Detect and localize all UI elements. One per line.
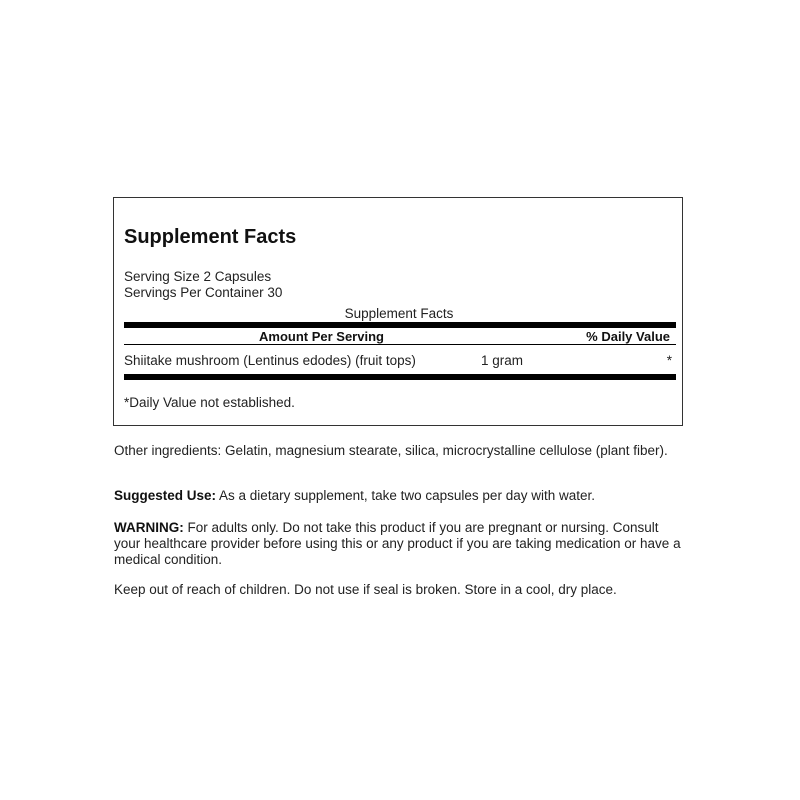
warning-label: WARNING: xyxy=(114,520,184,535)
daily-value-header: % Daily Value xyxy=(586,329,670,344)
warning xyxy=(114,520,684,568)
warning-text: For adults only. Do not take this product if you are pregnant or nursing. Consult your healthcare provider before using this or any product if you are taking medication or have a medical condition. xyxy=(114,520,681,567)
amount-per-serving-header: Amount Per Serving xyxy=(259,329,384,344)
facts-table-caption: Supplement Facts xyxy=(344,306,454,321)
top-divider-bar xyxy=(124,322,676,328)
ingredient-amount: 1 gram xyxy=(481,353,524,368)
servings-per-container: Servings Per Container 30 xyxy=(124,285,283,300)
suggested-use xyxy=(114,488,684,504)
supplement-facts-panel xyxy=(113,197,683,426)
supplement-facts-title: Supplement Facts xyxy=(124,226,297,248)
serving-size: Serving Size 2 Capsules xyxy=(124,269,272,284)
other-ingredients: Other ingredients: Gelatin, magnesium stearate, silica, microcrystalline cellulose (plant fiber). xyxy=(114,443,668,458)
suggested-use-text: As a dietary supplement, take two capsules per day with water. xyxy=(216,488,595,503)
header-divider-rule xyxy=(124,344,676,345)
daily-value-footnote: *Daily Value not established. xyxy=(124,395,295,410)
suggested-use-label: Suggested Use: xyxy=(114,488,217,503)
ingredient-daily-value: * xyxy=(666,353,672,368)
ingredient-name: Shiitake mushroom (Lentinus edodes) (fruit tops) xyxy=(124,353,416,368)
storage-instructions: Keep out of reach of children. Do not use if seal is broken. Store in a cool, dry place. xyxy=(114,582,617,597)
bottom-divider-bar xyxy=(124,374,676,380)
